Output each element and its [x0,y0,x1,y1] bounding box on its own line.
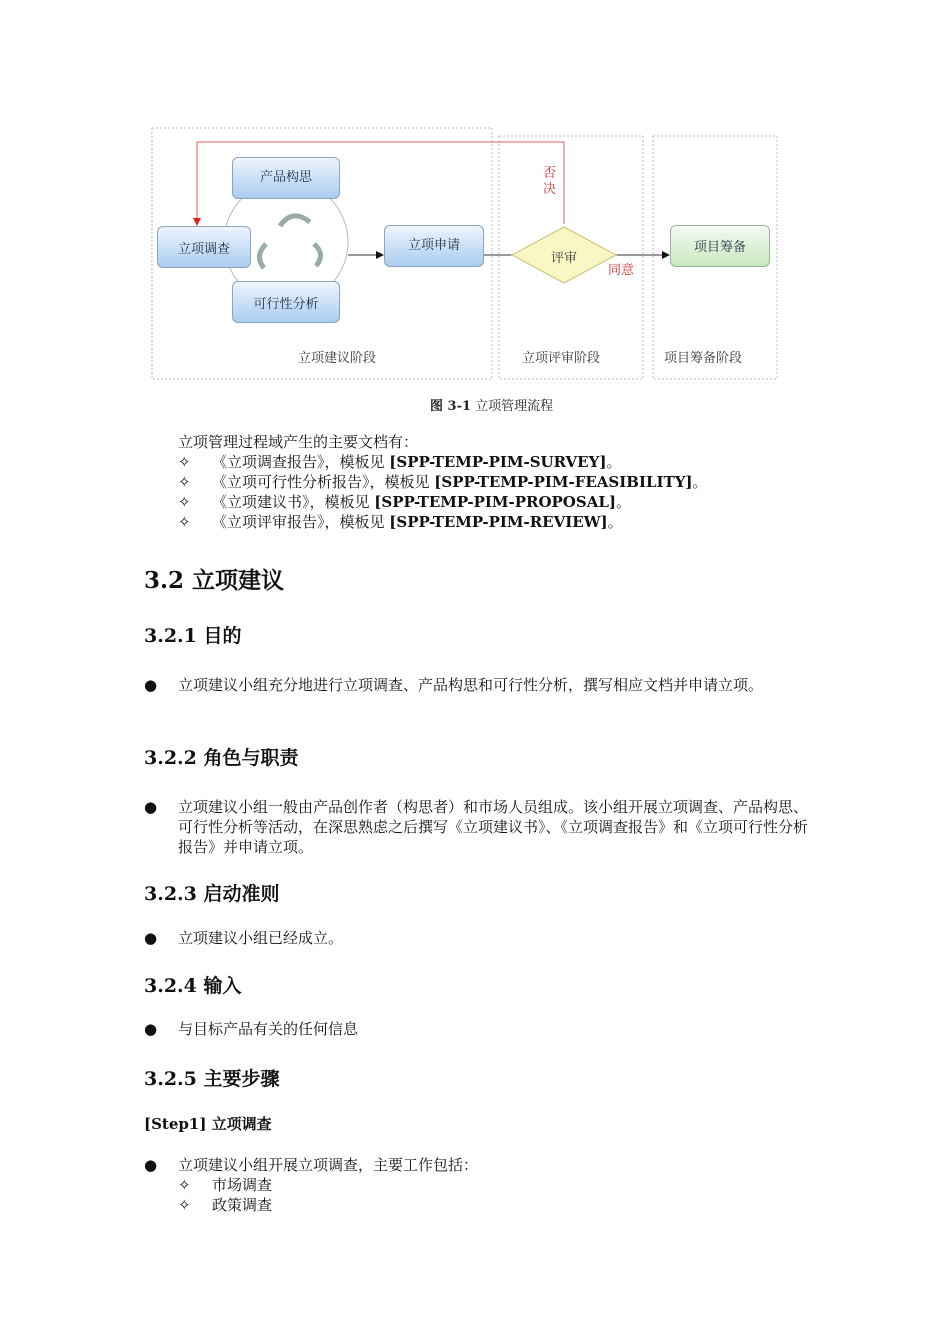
node-concept-label: 产品构思 [259,170,312,185]
diamond-marker-icon: ✧ [178,513,191,531]
document-item [178,492,631,512]
bullet-item [144,797,810,857]
document-text: 《立项评审报告》，模板见 [212,513,390,531]
bullet-item [144,675,810,695]
review-label: 评审 [551,251,578,266]
cycle-arrow-left [259,244,266,268]
subsection-heading-roles: 3.2.2 角色与职责 [144,747,299,769]
process-diagram [150,126,782,382]
node-apply-label: 立项申请 [407,238,460,253]
intro-text: 立项管理过程域产生的主要文档有： [178,433,419,451]
diamond-marker-icon: ✧ [178,453,191,471]
node-prep [670,225,770,267]
node-feasibility-label: 可行性分析 [253,296,319,312]
bullet-dot-icon: ● [144,929,158,947]
document-end: 。 [692,473,708,491]
stage-label-review: 立项评审阶段 [522,351,601,366]
diamond-marker-icon: ✧ [178,1196,191,1214]
subsection-heading-input: 3.2.4 输入 [144,975,242,997]
node-survey [157,226,251,268]
bullet-dot-icon: ● [144,1020,158,1038]
template-code: [SPP-TEMP-PIM-SURVEY] [389,453,607,471]
step1-item-text: 政策调查 [212,1196,273,1214]
bullet-text: 与目标产品有关的任何信息 [178,1020,359,1038]
document-item [178,472,708,492]
node-apply [384,225,484,267]
reject-label: 否 决 [543,166,557,197]
subsection-heading-steps: 3.2.5 主要步骤 [144,1068,280,1090]
figure-caption [430,395,553,414]
bullet-item [144,928,810,948]
node-feasibility [232,281,340,323]
bullet-item [144,1019,810,1039]
bullet-dot-icon: ● [144,798,158,816]
bullet-dot-icon: ● [144,1156,158,1174]
stage-label-proposal: 立项建议阶段 [298,351,377,366]
document-text: 《立项可行性分析报告》，模板见 [212,473,435,491]
caption-text: 立项管理流程 [475,399,554,414]
caption-number: 图 3-1 [430,399,472,414]
subsection-heading-start: 3.2.3 启动准则 [144,883,280,905]
bullet-item [144,1155,810,1175]
agree-label: 同意 [608,263,635,278]
step1-item [178,1195,272,1215]
cycle-arrow-top [280,216,310,226]
step1-item [178,1175,272,1195]
diamond-marker-icon: ✧ [178,493,191,511]
diamond-marker-icon: ✧ [178,1176,191,1194]
bullet-text: 立项建议小组充分地进行立项调查、产品构思和可行性分析，撰写相应文档并申请立项。 [178,676,764,694]
step1-heading: [Step1] 立项调查 [144,1115,272,1133]
document-end: 。 [606,453,622,471]
document-text: 《立项调查报告》，模板见 [212,453,390,471]
document-item [178,452,621,472]
bullet-text: 立项建议小组一般由产品创作者（构思者）和市场人员组成。该小组开展立项调查、产品构思、可行性分析等活动，在深思熟虑之后撰写《立项建议书》、《立项调查报告》和《立项可行性分析报告》并申请立项。 [178,798,809,856]
stage-label-prep: 项目筹备阶段 [664,351,743,366]
bullet-dot-icon: ● [144,676,158,694]
document-end: 。 [607,513,623,531]
template-code: [SPP-TEMP-PIM-PROPOSAL] [374,493,616,511]
cycle-arrow-right [314,244,321,266]
document-text: 《立项建议书》，模板见 [212,493,375,511]
diamond-marker-icon: ✧ [178,473,191,491]
template-code: [SPP-TEMP-PIM-FEASIBILITY] [434,473,693,491]
step1-item-text: 市场调查 [212,1176,273,1194]
document-end: 。 [615,493,631,511]
section-heading: 3.2 立项建议 [144,567,285,594]
document-item [178,512,623,532]
bullet-text: 立项建议小组开展立项调查，主要工作包括： [178,1156,479,1174]
node-concept [232,157,340,199]
template-code: [SPP-TEMP-PIM-REVIEW] [389,513,608,531]
node-survey-label: 立项调查 [177,241,230,257]
node-prep-label: 项目筹备 [693,240,746,255]
subsection-heading-purpose: 3.2.1 目的 [144,625,242,647]
bullet-text: 立项建议小组已经成立。 [178,929,344,947]
